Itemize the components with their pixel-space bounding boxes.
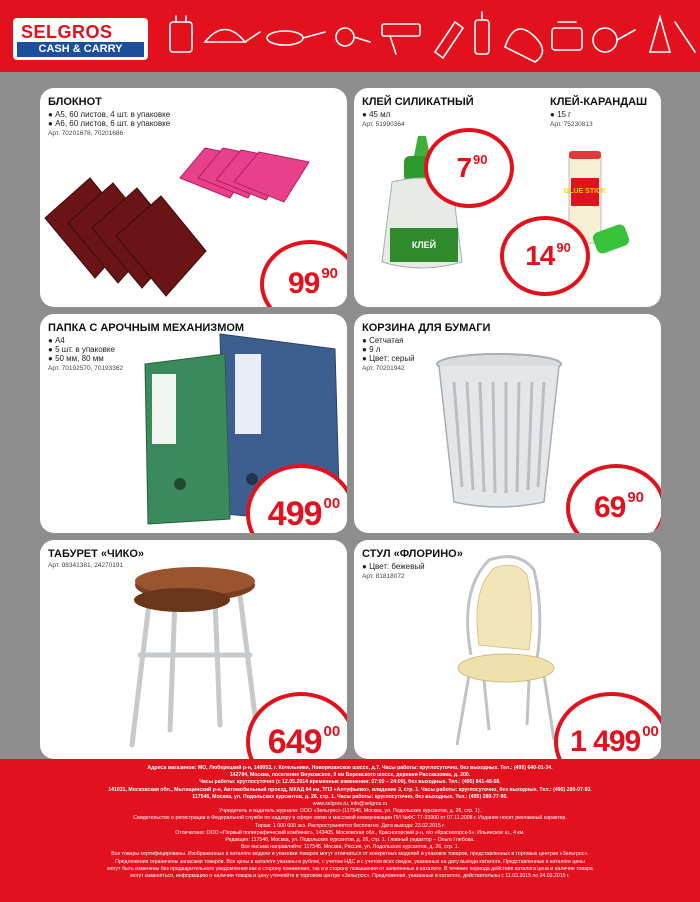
kitchen-doodles-icon bbox=[160, 2, 700, 72]
product-title: КОРЗИНА ДЛЯ БУМАГИ bbox=[362, 322, 491, 334]
product-bullet: ● 50 мм, 80 мм bbox=[48, 354, 104, 363]
product-card-notebook[interactable] bbox=[40, 88, 347, 307]
footer-line: Адреса магазинов: МО, Люберецкий р-н, 140053, г. Котельники, Новорязанское шоссе, д.7. Часы работы: круглосуточно, без выходных. Тел.: (495) 640-01-34. bbox=[147, 765, 553, 771]
footer-line: Часы работы: круглосуточно (с 12.05.2014 временные изменения: 07:00 – 24:00), без выходных. Тел.: (495) 841-48-58. bbox=[199, 779, 501, 786]
price-tag: 499 00 bbox=[246, 464, 347, 533]
logo-name: SELGROS bbox=[21, 22, 113, 42]
product-title: БЛОКНОТ bbox=[48, 96, 102, 108]
footer-line: Отпечатано: ООО «Первый полиграфический комбинат», 143405, Московская обл., Красногорский р-н, п/о «Красногорск-5», Ильинское ш., 4 км. bbox=[175, 829, 525, 836]
product-bullet: ● 45 мл bbox=[362, 110, 391, 119]
footer-website[interactable]: www.selgros.ru, info@selgros.ru bbox=[312, 801, 388, 808]
product-card-chair[interactable] bbox=[354, 540, 661, 759]
footer-line: Все письма направляйте: 117546, Москва, Россия, ул. Подольских курсантов, д. 26, стр. 1. bbox=[240, 844, 460, 851]
product-article: Арт. 70201942 bbox=[362, 365, 405, 372]
product-card-glue[interactable] bbox=[354, 88, 661, 307]
product-bullet: ● 5 шт. в упаковке bbox=[48, 345, 115, 354]
footer-line: 117546, Москва, ул. Подольских курсантов, д. 26, стр. 1. Часы работы: круглосуточно, без выходных. Тел.: (495) 280-77-95. bbox=[192, 793, 508, 800]
product-article: Арт. 70192570, 70193362 bbox=[48, 365, 124, 372]
product-bullet: ● Сетчатая bbox=[362, 336, 404, 345]
price-tag: 14 90 bbox=[500, 216, 590, 296]
product-card-basket[interactable] bbox=[354, 314, 661, 533]
footer-line: Свидетельство о регистрации в Федеральной службе по надзору в сфере связи и массовой коммуникации ПИ №ФС 77-33900 от 07.11.2008 г. Издание носит рекламный характер. bbox=[133, 815, 567, 822]
product-article: Арт. 75230813 bbox=[550, 121, 593, 128]
product-title: СТУЛ «ФЛОРИНО» bbox=[362, 548, 463, 560]
footer-line: Все товары сертифицированы. Изображенные в каталоге модели и упаковки товаров могут отличаться от конкретных моделей и упаковок товаров, представленных в торговых центрах «Зельгрос». bbox=[111, 851, 589, 858]
footer-line: 142784, Москва, поселение Внуковское, 9 км Боровского шоссе, деревня Рассказовка, д. 200. bbox=[229, 772, 471, 779]
chair-image bbox=[449, 550, 559, 750]
product-article: Арт. 51990364 bbox=[362, 121, 405, 128]
footer-line: Редакция: 117546, Москва, ул. Подольских курсантов, д. 26, стр. 1. Главный редактор – Ольга Глебова. bbox=[225, 837, 475, 844]
selgros-logo[interactable] bbox=[13, 18, 148, 60]
product-article: Арт. 70201678, 70201686 bbox=[48, 130, 124, 137]
footer-line: могут быть изменены без предварительного уведомления как в сторону понижения, так и в сторону повышения от заявленных в каталоге. В течение периода действия каталога цена и наличие товара bbox=[107, 865, 593, 872]
stool-image bbox=[120, 545, 270, 755]
price-tag: 1 499 00 bbox=[554, 692, 661, 759]
product-article: Арт. 98341381, 24270191 bbox=[48, 562, 124, 569]
basket-image bbox=[434, 352, 564, 512]
product-title: ТАБУРЕТ «ЧИКО» bbox=[48, 548, 145, 560]
product-bullet: ● Цвет: серый bbox=[362, 354, 415, 363]
product-bullet: ● А5, 60 листов, 4 шт. в упаковке bbox=[48, 110, 171, 119]
product-bullet: ● 15 г bbox=[550, 110, 572, 119]
footer-line: Предложения ограничены запасами товаров. Все цены в каталоге указаны в рублях, с учетом НДС и с учетом всех скидок, указанных на дату выхода каталога. Представленные в каталоге цены bbox=[115, 858, 585, 865]
product-bullet: ● 9 л bbox=[362, 345, 381, 354]
price-tag: 99 90 bbox=[260, 240, 347, 307]
product-card-binder[interactable] bbox=[40, 314, 347, 533]
svg-text:GLUE STICK: GLUE STICK bbox=[563, 188, 607, 195]
footer-line: Учредитель и издатель журнала: ООО «Зельгрос» (117546, Москва, ул. Подольских курсантов, д. 26, стр. 1). bbox=[219, 808, 481, 815]
product-bullet: ● Цвет: бежевый bbox=[362, 562, 425, 571]
product-article: Арт. 81818072 bbox=[362, 573, 405, 580]
product-card-stool[interactable] bbox=[40, 540, 347, 759]
product-bullet: ● А6, 60 листов, 6 шт. в упаковке bbox=[48, 119, 171, 128]
product-bullet: ● А4 bbox=[48, 336, 65, 345]
product-title: ПАПКА С АРОЧНЫМ МЕХАНИЗМОМ bbox=[48, 322, 245, 334]
footer-line: могут изменяться, информацию о наличии товара и цену уточняйте в торговом центре «Зельгрос». Предложения, указанные в каталоге, действительны с 11.03.2015 по 24.03.2015 г. bbox=[130, 873, 570, 880]
svg-text:КЛЕЙ: КЛЕЙ bbox=[411, 240, 437, 250]
logo-tagline: CASH & CARRY bbox=[17, 42, 144, 57]
footer-line: 141031, Московская обл., Мытищинский р-н, Автомобильный проезд, МКАД 84 км, ТПЗ «Алтуфьево», владение 3, стр. 1. Часы работы: круглосуточно, без выходных. Тел.: (495) 280-07-93. bbox=[108, 786, 592, 793]
footer-legal bbox=[0, 759, 700, 902]
product-title: КЛЕЙ-КАРАНДАШ bbox=[550, 96, 648, 108]
header-banner bbox=[0, 0, 700, 72]
price-tag: 69 90 bbox=[566, 464, 661, 533]
footer-line: Тираж: 1 000 000 экз. Распространяется бесплатно. Дата выхода: 23.02.2015 г. bbox=[255, 822, 445, 829]
price-tag: 7 90 bbox=[424, 128, 514, 208]
price-tag: 649 00 bbox=[246, 692, 347, 759]
product-title: КЛЕЙ СИЛИКАТНЫЙ bbox=[362, 96, 474, 108]
